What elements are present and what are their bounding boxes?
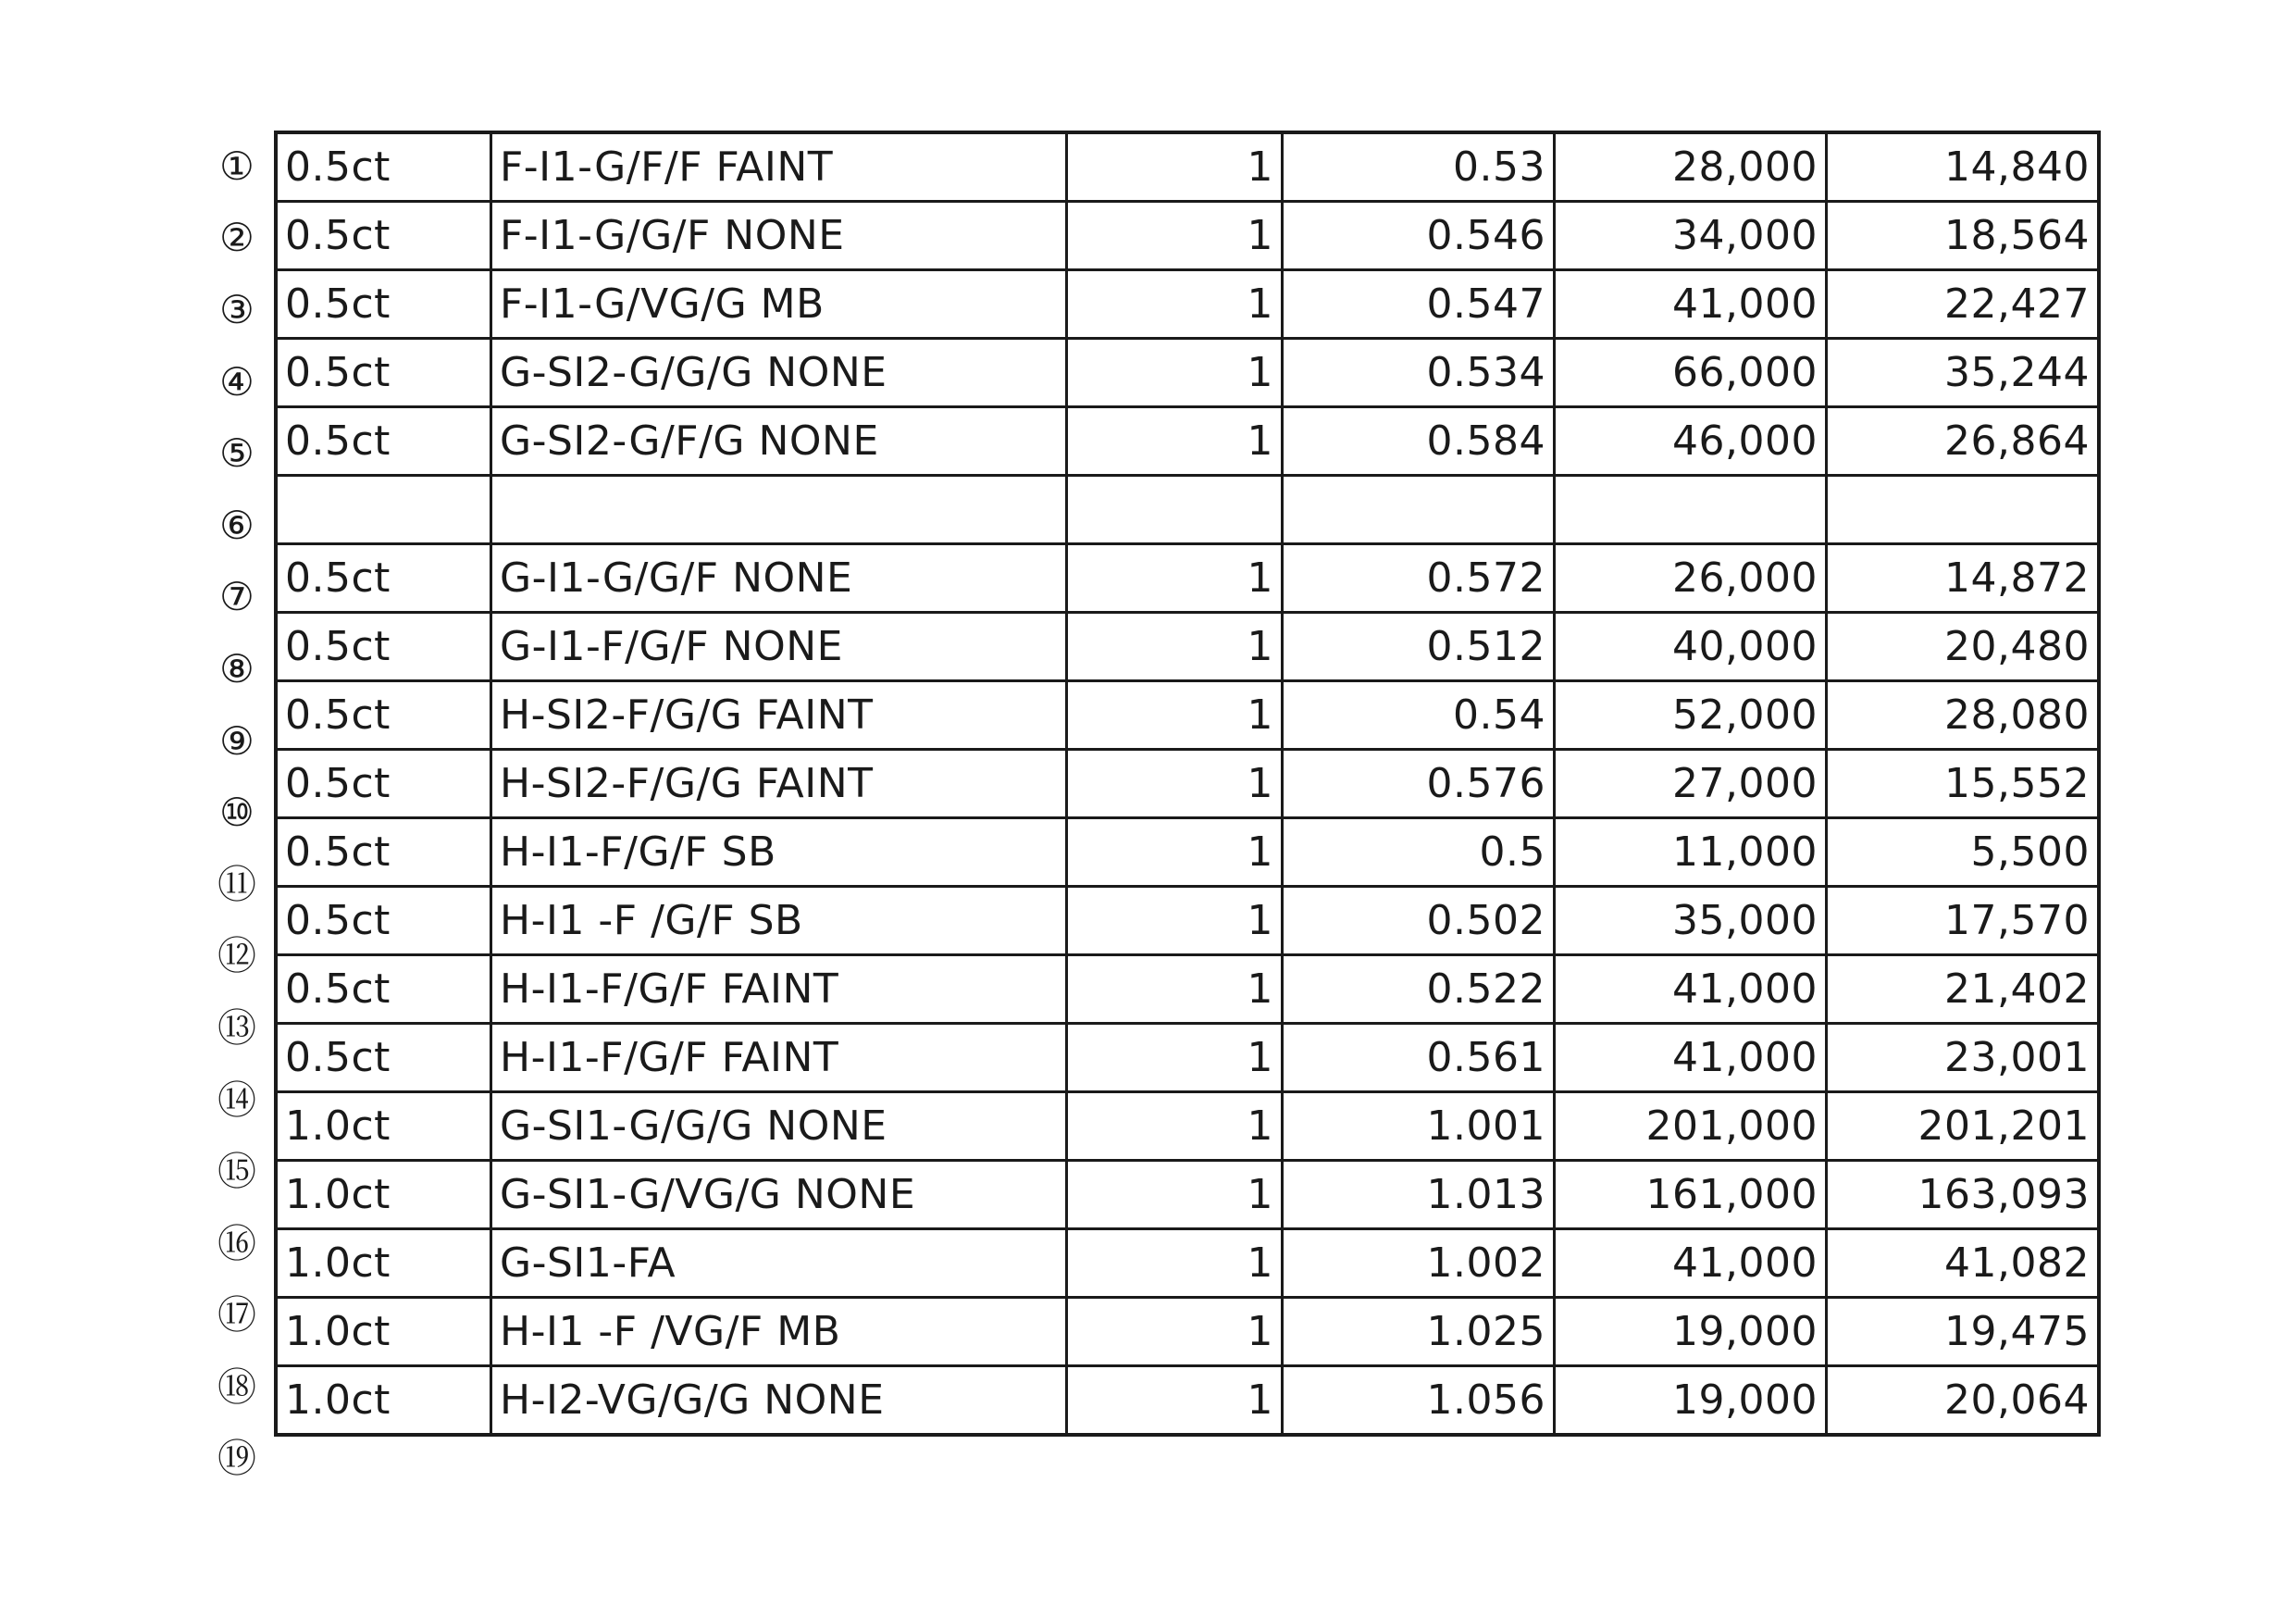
grade-cell <box>491 476 1067 544</box>
amount-cell: 28,080 <box>1827 681 2100 750</box>
carat-cell: 0.546 <box>1283 202 1555 270</box>
amount-cell: 201,201 <box>1827 1092 2100 1161</box>
quantity-cell: 1 <box>1067 1298 1283 1366</box>
size-cell <box>276 476 491 544</box>
table-row <box>276 1161 2099 1229</box>
size-cell: 0.5ct <box>276 270 491 339</box>
grade-cell: F-I1-G/F/F FAINT <box>491 132 1067 202</box>
unit-price-cell: 19,000 <box>1555 1298 1827 1366</box>
row-number: ⑨ <box>219 717 254 764</box>
quantity-cell: 1 <box>1067 750 1283 818</box>
amount-cell: 15,552 <box>1827 750 2100 818</box>
amount-cell: 23,001 <box>1827 1024 2100 1092</box>
carat-cell: 0.534 <box>1283 339 1555 407</box>
row-number: ⑦ <box>219 574 254 620</box>
amount-cell: 35,244 <box>1827 339 2100 407</box>
table-row <box>276 955 2099 1024</box>
table-row <box>276 476 2099 544</box>
row-number: ⑯ <box>217 1220 256 1266</box>
table-row <box>276 1366 2099 1436</box>
carat-cell: 0.502 <box>1283 887 1555 955</box>
size-cell: 1.0ct <box>276 1298 491 1366</box>
amount-cell: 19,475 <box>1827 1298 2100 1366</box>
table-row <box>276 1298 2099 1366</box>
row-number: ⑱ <box>217 1364 256 1410</box>
size-cell: 0.5ct <box>276 407 491 476</box>
unit-price-cell: 19,000 <box>1555 1366 1827 1436</box>
grade-cell: H-I1 -F /VG/F MB <box>491 1298 1067 1366</box>
quantity-cell: 1 <box>1067 681 1283 750</box>
table-row <box>276 339 2099 407</box>
grade-cell: H-SI2-F/G/G FAINT <box>491 681 1067 750</box>
row-number: ② <box>219 215 254 261</box>
row-number: ⑧ <box>219 645 254 691</box>
amount-cell: 14,840 <box>1827 132 2100 202</box>
size-cell: 0.5ct <box>276 955 491 1024</box>
table-row <box>276 613 2099 681</box>
amount-cell: 20,064 <box>1827 1366 2100 1436</box>
row-number: ⑤ <box>219 430 254 477</box>
unit-price-cell: 46,000 <box>1555 407 1827 476</box>
size-cell: 0.5ct <box>276 544 491 613</box>
amount-cell: 17,570 <box>1827 887 2100 955</box>
row-number-column <box>204 131 270 1495</box>
grade-cell: G-SI2-G/G/G NONE <box>491 339 1067 407</box>
carat-cell: 0.512 <box>1283 613 1555 681</box>
grade-cell: H-I2-VG/G/G NONE <box>491 1366 1067 1436</box>
carat-cell: 1.002 <box>1283 1229 1555 1298</box>
amount-cell: 21,402 <box>1827 955 2100 1024</box>
amount-cell: 18,564 <box>1827 202 2100 270</box>
carat-cell: 1.056 <box>1283 1366 1555 1436</box>
grade-cell: G-I1-G/G/F NONE <box>491 544 1067 613</box>
grade-cell: H-I1 -F /G/F SB <box>491 887 1067 955</box>
quantity-cell: 1 <box>1067 613 1283 681</box>
unit-price-cell: 11,000 <box>1555 818 1827 887</box>
quantity-cell: 1 <box>1067 1092 1283 1161</box>
quantity-cell: 1 <box>1067 1229 1283 1298</box>
quantity-cell: 1 <box>1067 202 1283 270</box>
size-cell: 0.5ct <box>276 681 491 750</box>
unit-price-cell: 161,000 <box>1555 1161 1827 1229</box>
table-row <box>276 407 2099 476</box>
quantity-cell: 1 <box>1067 132 1283 202</box>
carat-cell: 1.013 <box>1283 1161 1555 1229</box>
carat-cell <box>1283 476 1555 544</box>
quantity-cell: 1 <box>1067 270 1283 339</box>
row-number: ⑮ <box>217 1149 256 1195</box>
amount-cell: 163,093 <box>1827 1161 2100 1229</box>
unit-price-cell <box>1555 476 1827 544</box>
table-row <box>276 1092 2099 1161</box>
carat-cell: 0.547 <box>1283 270 1555 339</box>
size-cell: 0.5ct <box>276 339 491 407</box>
table-row <box>276 887 2099 955</box>
row-number: ⑩ <box>219 790 254 836</box>
unit-price-cell: 41,000 <box>1555 270 1827 339</box>
carat-cell: 1.001 <box>1283 1092 1555 1161</box>
row-number: ⑲ <box>217 1436 256 1482</box>
unit-price-cell: 26,000 <box>1555 544 1827 613</box>
row-number: ⑥ <box>219 502 254 548</box>
amount-cell: 14,872 <box>1827 544 2100 613</box>
grade-cell: G-SI1-G/G/G NONE <box>491 1092 1067 1161</box>
amount-cell <box>1827 476 2100 544</box>
unit-price-cell: 27,000 <box>1555 750 1827 818</box>
grade-cell: G-I1-F/G/F NONE <box>491 613 1067 681</box>
carat-cell: 0.5 <box>1283 818 1555 887</box>
carat-cell: 0.561 <box>1283 1024 1555 1092</box>
quantity-cell: 1 <box>1067 887 1283 955</box>
unit-price-cell: 41,000 <box>1555 955 1827 1024</box>
row-number: ③ <box>219 286 254 332</box>
row-number: ④ <box>219 358 254 405</box>
size-cell: 1.0ct <box>276 1229 491 1298</box>
grade-cell: H-I1-F/G/F FAINT <box>491 1024 1067 1092</box>
row-number: ⑰ <box>217 1292 256 1339</box>
size-cell: 0.5ct <box>276 1024 491 1092</box>
amount-cell: 5,500 <box>1827 818 2100 887</box>
grade-cell: H-I1-F/G/F SB <box>491 818 1067 887</box>
unit-price-cell: 35,000 <box>1555 887 1827 955</box>
grade-cell: H-I1-F/G/F FAINT <box>491 955 1067 1024</box>
table-row <box>276 270 2099 339</box>
grade-cell: H-SI2-F/G/G FAINT <box>491 750 1067 818</box>
unit-price-cell: 34,000 <box>1555 202 1827 270</box>
size-cell: 0.5ct <box>276 887 491 955</box>
amount-cell: 22,427 <box>1827 270 2100 339</box>
size-cell: 0.5ct <box>276 132 491 202</box>
quantity-cell <box>1067 476 1283 544</box>
carat-cell: 0.584 <box>1283 407 1555 476</box>
carat-cell: 1.025 <box>1283 1298 1555 1366</box>
size-cell: 0.5ct <box>276 750 491 818</box>
amount-cell: 26,864 <box>1827 407 2100 476</box>
diamond-list-table <box>274 131 2101 1437</box>
unit-price-cell: 40,000 <box>1555 613 1827 681</box>
carat-cell: 0.53 <box>1283 132 1555 202</box>
quantity-cell: 1 <box>1067 1024 1283 1092</box>
size-cell: 0.5ct <box>276 818 491 887</box>
carat-cell: 0.522 <box>1283 955 1555 1024</box>
row-number: ⑬ <box>217 1004 256 1051</box>
carat-cell: 0.54 <box>1283 681 1555 750</box>
row-number: ⑪ <box>217 861 256 907</box>
size-cell: 0.5ct <box>276 202 491 270</box>
unit-price-cell: 41,000 <box>1555 1229 1827 1298</box>
table-row <box>276 132 2099 202</box>
table-row <box>276 202 2099 270</box>
unit-price-cell: 201,000 <box>1555 1092 1827 1161</box>
size-cell: 1.0ct <box>276 1366 491 1436</box>
grade-cell: G-SI1-FA <box>491 1229 1067 1298</box>
size-cell: 1.0ct <box>276 1161 491 1229</box>
carat-cell: 0.576 <box>1283 750 1555 818</box>
unit-price-cell: 28,000 <box>1555 132 1827 202</box>
amount-cell: 20,480 <box>1827 613 2100 681</box>
table-row <box>276 1229 2099 1298</box>
amount-cell: 41,082 <box>1827 1229 2100 1298</box>
quantity-cell: 1 <box>1067 1161 1283 1229</box>
quantity-cell: 1 <box>1067 955 1283 1024</box>
size-cell: 0.5ct <box>276 613 491 681</box>
grade-cell: F-I1-G/VG/G MB <box>491 270 1067 339</box>
grade-cell: G-SI1-G/VG/G NONE <box>491 1161 1067 1229</box>
quantity-cell: 1 <box>1067 544 1283 613</box>
quantity-cell: 1 <box>1067 818 1283 887</box>
quantity-cell: 1 <box>1067 407 1283 476</box>
table-row <box>276 750 2099 818</box>
grade-cell: G-SI2-G/F/G NONE <box>491 407 1067 476</box>
quantity-cell: 1 <box>1067 339 1283 407</box>
row-number: ⑭ <box>217 1077 256 1123</box>
unit-price-cell: 52,000 <box>1555 681 1827 750</box>
grade-cell: F-I1-G/G/F NONE <box>491 202 1067 270</box>
unit-price-cell: 66,000 <box>1555 339 1827 407</box>
row-number: ① <box>219 143 254 189</box>
size-cell: 1.0ct <box>276 1092 491 1161</box>
table-row <box>276 681 2099 750</box>
table-row <box>276 1024 2099 1092</box>
row-number: ⑫ <box>217 933 256 979</box>
carat-cell: 0.572 <box>1283 544 1555 613</box>
table-row <box>276 544 2099 613</box>
table-row <box>276 818 2099 887</box>
quantity-cell: 1 <box>1067 1366 1283 1436</box>
unit-price-cell: 41,000 <box>1555 1024 1827 1092</box>
